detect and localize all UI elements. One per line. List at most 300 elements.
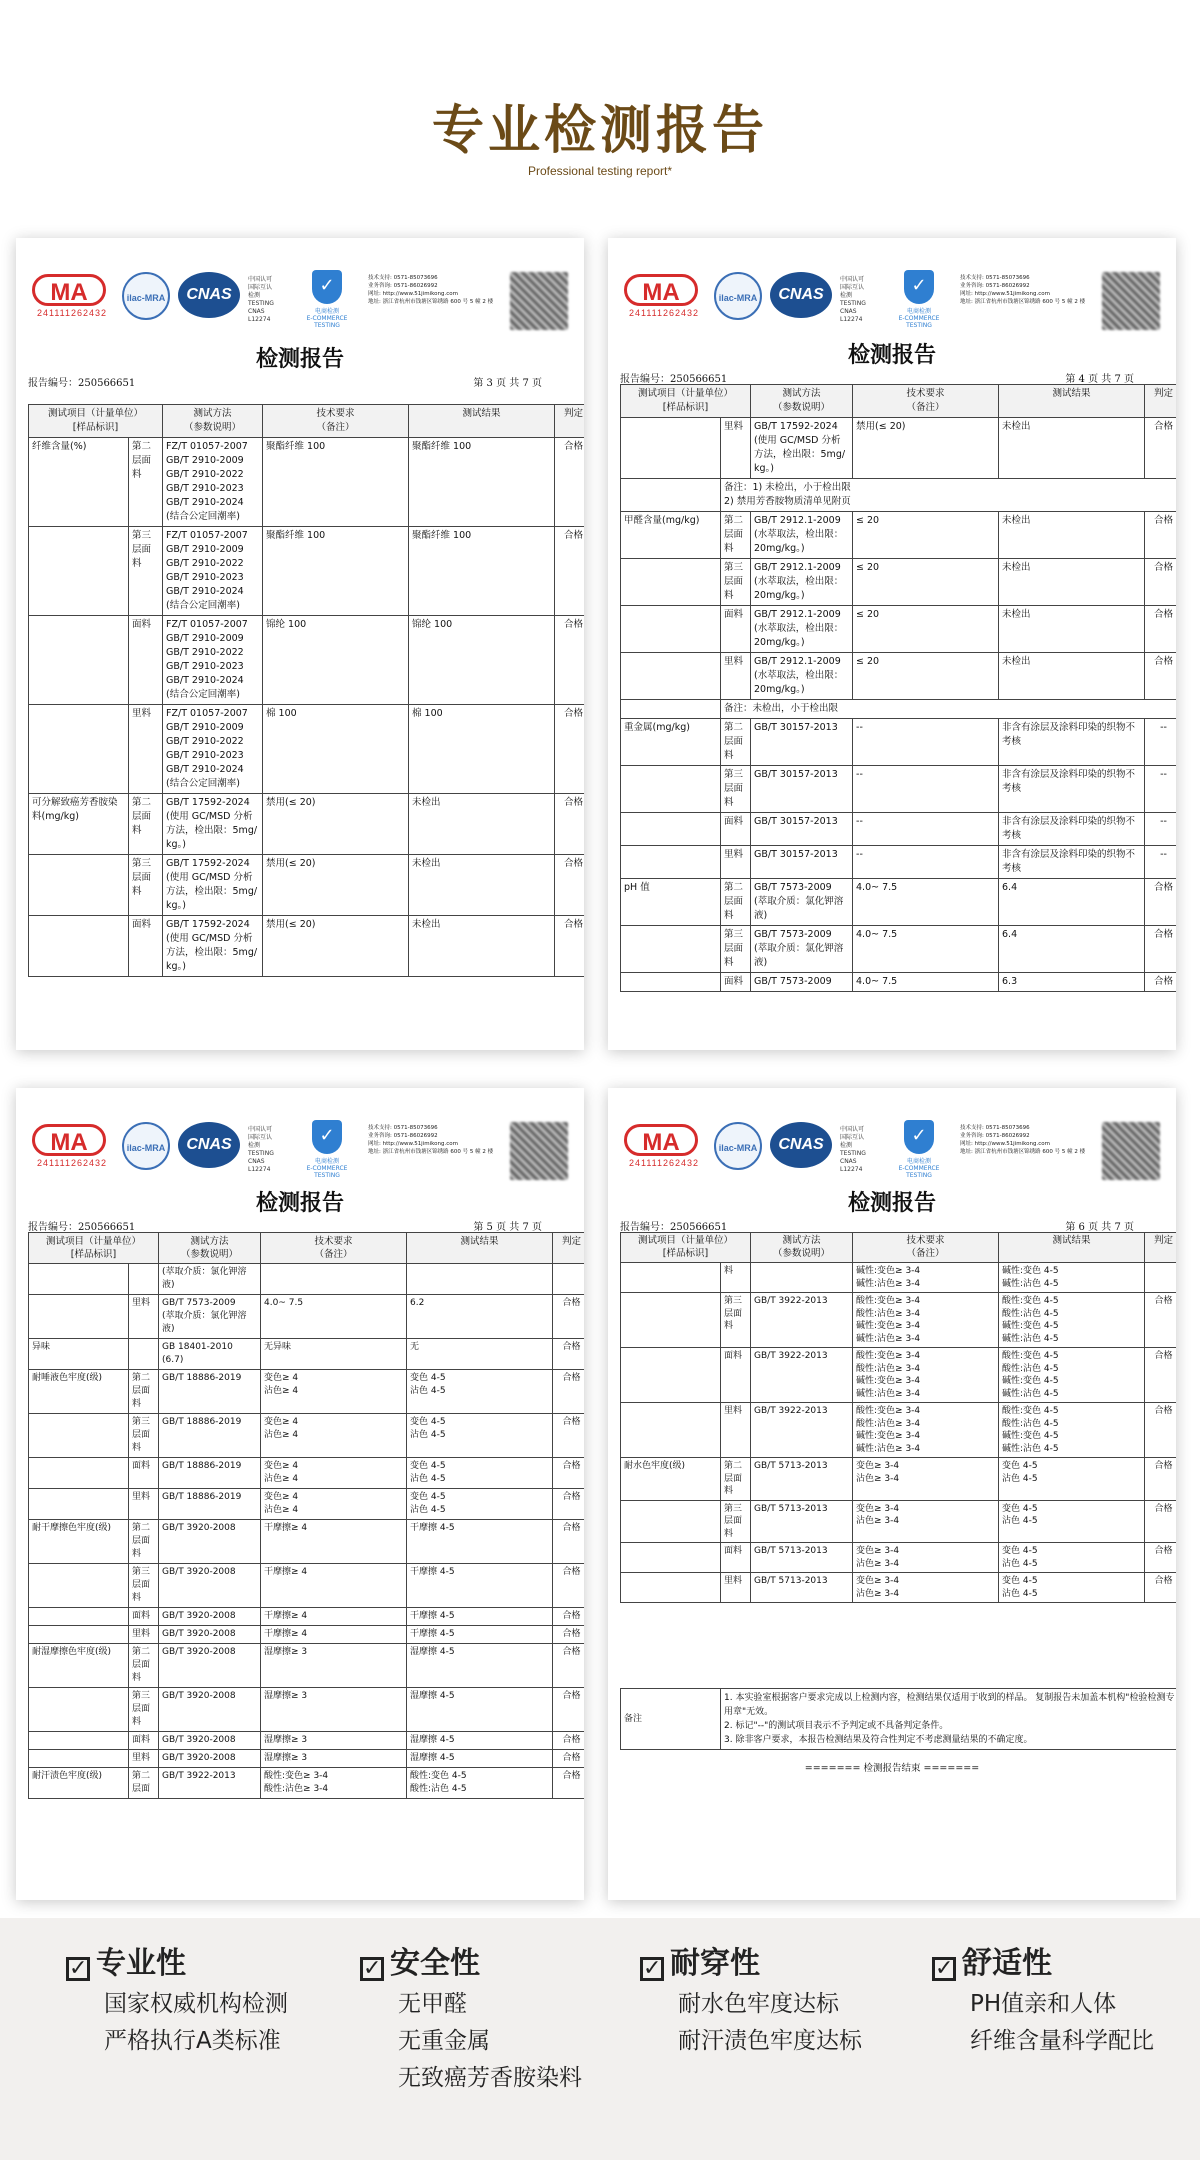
cell-part: 第二层面料	[129, 1370, 159, 1414]
cma-mark: MA	[32, 274, 106, 306]
table-row	[621, 700, 1177, 719]
cell-method: FZ/T 01057-2007 GB/T 2910-2009 GB/T 2910-2022 GB/T 2910-2023 GB/T 2910-2024 (结合公定回潮率)	[163, 705, 263, 794]
cell-requirement: --	[853, 813, 999, 846]
cell-part: 里料	[129, 1295, 159, 1339]
cell-result: 碱性:变色 4-5 碱性:沾色 4-5	[999, 1263, 1145, 1293]
cell-result: 未检出	[409, 916, 555, 977]
ecommerce-testing-logo	[894, 270, 944, 329]
cell-judge: 合格	[553, 1458, 584, 1489]
table-row	[29, 1370, 585, 1414]
notes-table	[620, 1688, 1176, 1750]
table-row	[621, 606, 1177, 653]
cell-judge: 合格	[1145, 1348, 1176, 1403]
cell-part: 面料	[129, 916, 163, 977]
cell-requirement: 干摩擦≥ 4	[261, 1520, 407, 1564]
cell-method: GB/T 5713-2013	[751, 1573, 853, 1603]
cell-method: GB/T 18886-2019	[159, 1414, 261, 1458]
cma-number: 241111262432	[36, 308, 108, 318]
cell-requirement: 湿摩擦≥ 3	[261, 1688, 407, 1732]
checkbox-icon: ✓	[360, 1957, 384, 1981]
cell-result: 6.3	[999, 973, 1145, 992]
cell-judge: 合格	[553, 1608, 584, 1626]
shield-caption: 电商检测 E-COMMERCE TESTING	[898, 308, 940, 329]
cell-judge	[553, 1264, 584, 1295]
cell-requirement: 湿摩擦≥ 3	[261, 1750, 407, 1768]
cell-judge: 合格	[1145, 926, 1176, 973]
cell-note: 备注：未检出，小于检出限	[721, 700, 1177, 719]
result-table	[28, 1232, 584, 1799]
cell-part: 第三层面料	[721, 559, 751, 606]
cell-requirement: 酸性:变色≥ 3-4 酸性:沾色≥ 3-4 碱性:变色≥ 3-4 碱性:沾色≥ 3-4	[853, 1348, 999, 1403]
table-row	[29, 1414, 585, 1458]
cell-requirement: ≤ 20	[853, 653, 999, 700]
cell-result: 非含有涂层及涂料印染的织物不考核	[999, 846, 1145, 879]
cell-result: 非含有涂层及涂料印染的织物不考核	[999, 813, 1145, 846]
table-row	[621, 879, 1177, 926]
report-header	[620, 264, 1164, 334]
cell-part: 里料	[721, 846, 751, 879]
cell-result: 聚酯纤维 100	[409, 527, 555, 616]
page-subtitle: Professional testing report*	[527, 164, 673, 178]
cell-part: 面料	[129, 1458, 159, 1489]
cell-method: GB/T 3920-2008	[159, 1750, 261, 1768]
column-header-judge: 判定	[1145, 385, 1176, 418]
cell-item	[621, 653, 721, 700]
notes-row	[621, 1689, 1177, 1750]
table-row	[621, 1348, 1177, 1403]
cell-method: GB/T 3922-2013	[751, 1348, 853, 1403]
cell-item	[621, 479, 721, 512]
lab-contact: 技术支持: 0571-85073696 业务咨询: 0571-86026992 网址: http://www.51jimikong.com 地址: 浙江省杭州市钱塘区锦绣路 600 号 5 幢 2 楼	[960, 1125, 1086, 1155]
cell-method: GB/T 3922-2013	[751, 1403, 853, 1458]
cell-item	[621, 1573, 721, 1603]
cell-result: 干摩擦 4-5	[407, 1520, 553, 1564]
cell-method: FZ/T 01057-2007 GB/T 2910-2009 GB/T 2910-2022 GB/T 2910-2023 GB/T 2910-2024 (结合公定回潮率)	[163, 527, 263, 616]
cell-item	[29, 1264, 129, 1295]
cell-requirement: 4.0~ 7.5	[853, 879, 999, 926]
column-header-item: 测试项目（计量单位） [样品标识]	[621, 1233, 751, 1263]
cell-part: 第三层面料	[721, 1293, 751, 1348]
cma-logo	[624, 274, 704, 318]
cell-method: FZ/T 01057-2007 GB/T 2910-2009 GB/T 2910-2022 GB/T 2910-2023 GB/T 2910-2024 (结合公定回潮率)	[163, 438, 263, 527]
ilac-mra-logo: ilac-MRA	[122, 1122, 170, 1170]
cell-result: 湿摩擦 4-5	[407, 1750, 553, 1768]
cell-result: 未检出	[999, 653, 1145, 700]
cma-logo	[32, 274, 112, 318]
cell-method: GB/T 7573-2009 (萃取介质：氯化钾溶液)	[751, 879, 853, 926]
cell-part: 第三层面料	[721, 766, 751, 813]
cell-requirement: 湿摩擦≥ 3	[261, 1644, 407, 1688]
cell-judge: 合格	[553, 1295, 584, 1339]
feature-title	[360, 1942, 640, 1986]
cell-item	[621, 1500, 721, 1543]
cell-method: FZ/T 01057-2007 GB/T 2910-2009 GB/T 2910-2022 GB/T 2910-2023 GB/T 2910-2024 (结合公定回潮率)	[163, 616, 263, 705]
ecommerce-testing-logo	[302, 270, 352, 329]
lab-contact: 技术支持: 0571-85073696 业务咨询: 0571-86026992 网址: http://www.51jimikong.com 地址: 浙江省杭州市钱塘区锦绣路 600 号 5 幢 2 楼	[368, 1125, 494, 1155]
cell-method: GB/T 2912.1-2009 (水萃取法，检出限：20mg/kg。)	[751, 606, 853, 653]
cell-item: 可分解致癌芳香胺染料(mg/kg)	[29, 794, 129, 855]
cell-item	[621, 1263, 721, 1293]
cell-requirement: 棉 100	[263, 705, 409, 794]
cma-mark: MA	[32, 1124, 106, 1156]
cell-requirement: 4.0~ 7.5	[853, 973, 999, 992]
table-header-row	[621, 1233, 1177, 1263]
cell-requirement: 变色≥ 4 沾色≥ 4	[261, 1458, 407, 1489]
cell-part: 第二层面料	[721, 719, 751, 766]
cell-part: 第二层面料	[721, 512, 751, 559]
table-row	[29, 1750, 585, 1768]
cell-item: 甲醛含量(mg/kg)	[621, 512, 721, 559]
report-number: 报告编号：250566651	[28, 378, 136, 389]
qr-code	[510, 272, 568, 330]
cell-item	[29, 1688, 129, 1732]
cell-part: 面料	[129, 616, 163, 705]
cell-part: 第二层面料	[129, 1520, 159, 1564]
cell-part: 里料	[721, 653, 751, 700]
cell-requirement: --	[853, 766, 999, 813]
cell-part: 第二层面料	[129, 438, 163, 527]
cell-judge: 合格	[553, 1414, 584, 1458]
cell-judge: 合格	[1145, 879, 1176, 926]
feature-title	[640, 1942, 920, 1986]
feature-title-text: 安全性	[390, 1946, 480, 1981]
cell-result: 6.2	[407, 1295, 553, 1339]
cell-judge: 合格	[553, 1732, 584, 1750]
cell-item	[29, 1608, 129, 1626]
cell-result: 湿摩擦 4-5	[407, 1644, 553, 1688]
cell-item: 异味	[29, 1339, 129, 1370]
cell-part: 第二层面料	[721, 1458, 751, 1501]
qr-code	[510, 1122, 568, 1180]
cell-judge: 合格	[553, 1339, 584, 1370]
cnas-logo: CNAS	[178, 272, 240, 318]
ilac-mra-logo: ilac-MRA	[714, 272, 762, 320]
cell-item: 耐湿摩擦色牢度(级)	[29, 1644, 129, 1688]
table-row	[29, 1768, 585, 1799]
cell-judge: 合格	[1145, 1500, 1176, 1543]
cell-item	[621, 418, 721, 479]
table-row	[29, 1339, 585, 1370]
column-header-item: 测试项目（计量单位） [样品标识]	[621, 385, 751, 418]
cell-judge: 合格	[555, 438, 584, 527]
cell-requirement: 聚酯纤维 100	[263, 438, 409, 527]
table-row	[29, 705, 585, 794]
column-header-req: 技术要求 （备注）	[853, 385, 999, 418]
cell-judge: 合格	[553, 1626, 584, 1644]
notes-text: 1. 本实验室根据客户要求完成以上检测内容，检测结果仅适用于收到的样品。 复制报告未加盖本机构"检验检测专用章"无效。 2. 标记"--"的测试项目表示不予判定或不具备判定条件。 3. 除非客户要求，本报告检测结果及符合性判定不考虑测量结果的不确定度。	[721, 1689, 1177, 1750]
cell-judge: 合格	[555, 855, 584, 916]
cell-result: 6.4	[999, 926, 1145, 973]
cell-part: 里料	[721, 418, 751, 479]
cell-method: GB/T 18886-2019	[159, 1370, 261, 1414]
cell-method: GB/T 30157-2013	[751, 846, 853, 879]
column-header-judge: 判定	[553, 1233, 584, 1264]
cell-part: 里料	[129, 705, 163, 794]
cma-logo	[32, 1124, 112, 1168]
table-row	[621, 1293, 1177, 1348]
qr-code	[1102, 1122, 1160, 1180]
cell-item	[29, 1626, 129, 1644]
shield-check-icon: ✓	[904, 270, 934, 304]
cnas-caption: 中国认可 国际互认 检测 TESTING CNAS L12274	[248, 1126, 274, 1173]
table-row	[621, 766, 1177, 813]
shield-check-icon: ✓	[312, 1120, 342, 1154]
report-title: 检测报告	[847, 1190, 936, 1216]
cell-judge: 合格	[553, 1370, 584, 1414]
cell-method: GB/T 3922-2013	[159, 1768, 261, 1799]
report-number: 报告编号：250566651	[28, 1222, 136, 1233]
cnas-logo: CNAS	[770, 1122, 832, 1168]
table-row	[621, 846, 1177, 879]
table-row	[621, 512, 1177, 559]
cell-method: GB/T 5713-2013	[751, 1458, 853, 1501]
table-row	[621, 418, 1177, 479]
table-row	[621, 653, 1177, 700]
feature-line: 耐汗渍色牢度达标	[678, 2028, 862, 2054]
feature-professional	[66, 1942, 346, 2060]
cell-judge: 合格	[553, 1688, 584, 1732]
ilac-mra-logo: ilac-MRA	[714, 1122, 762, 1170]
result-table	[620, 1232, 1176, 1603]
report-title: 检测报告	[255, 346, 344, 372]
cell-result	[407, 1264, 553, 1295]
feature-title-text: 专业性	[96, 1946, 186, 1981]
cell-part: 第三层面料	[129, 1564, 159, 1608]
feature-line: PH值亲和人体	[970, 1991, 1117, 2017]
cell-method: GB/T 2912.1-2009 (水萃取法，检出限：20mg/kg。)	[751, 512, 853, 559]
cell-judge: 合格	[1145, 1293, 1176, 1348]
column-header-result: 测试结果	[999, 1233, 1145, 1263]
cell-result: 变色 4-5 沾色 4-5	[407, 1458, 553, 1489]
cell-part: 面料	[721, 1348, 751, 1403]
cell-method: GB/T 7573-2009 (萃取介质：氯化钾溶液)	[159, 1295, 261, 1339]
cell-note: 备注：1) 未检出，小于检出限 2) 禁用芳香胺物质清单见附页	[721, 479, 1177, 512]
cell-method: GB/T 3920-2008	[159, 1644, 261, 1688]
cell-part: 料	[721, 1263, 751, 1293]
cell-result: 变色 4-5 沾色 4-5	[999, 1543, 1145, 1573]
cell-method: GB 18401-2010 (6.7)	[159, 1339, 261, 1370]
table-row	[29, 1564, 585, 1608]
cell-part: 里料	[129, 1750, 159, 1768]
cell-requirement: ≤ 20	[853, 606, 999, 653]
cell-judge: 合格	[555, 705, 584, 794]
cell-result: 未检出	[999, 606, 1145, 653]
cell-part: 第三层面料	[129, 1414, 159, 1458]
cell-judge: --	[1145, 813, 1176, 846]
column-header-method: 测试方法 （参数说明）	[159, 1233, 261, 1264]
report-title: 检测报告	[847, 342, 936, 368]
cell-judge: 合格	[555, 616, 584, 705]
cell-judge: 合格	[1145, 512, 1176, 559]
column-header-judge: 判定	[1145, 1233, 1176, 1263]
cell-item	[621, 766, 721, 813]
table-row	[29, 1626, 585, 1644]
table-row	[29, 1688, 585, 1732]
cell-judge: 合格	[553, 1768, 584, 1799]
cell-requirement: 干摩擦≥ 4	[261, 1626, 407, 1644]
page-indicator: 第 5 页 共 7 页	[473, 1222, 542, 1233]
shield-check-icon: ✓	[904, 1120, 934, 1154]
cell-judge: 合格	[555, 916, 584, 977]
column-header-judge: 判定	[555, 405, 584, 438]
report-meta	[28, 374, 572, 389]
cma-logo	[624, 1124, 704, 1168]
cell-requirement: 变色≥ 4 沾色≥ 4	[261, 1414, 407, 1458]
ilac-mra-logo: ilac-MRA	[122, 272, 170, 320]
cell-result: 未检出	[409, 794, 555, 855]
column-header-result: 测试结果	[407, 1233, 553, 1264]
cell-method: GB/T 3920-2008	[159, 1520, 261, 1564]
lab-contact: 技术支持: 0571-85073696 业务咨询: 0571-86026992 网址: http://www.51jimikong.com 地址: 浙江省杭州市钱塘区锦绣路 600 号 5 幢 2 楼	[960, 275, 1086, 305]
feature-durability	[640, 1942, 920, 2060]
table-row	[621, 1573, 1177, 1603]
column-header-result: 测试结果	[409, 405, 555, 438]
cell-part: 第三层面料	[129, 1688, 159, 1732]
cell-part: 面料	[129, 1732, 159, 1750]
cell-requirement: 锦纶 100	[263, 616, 409, 705]
cma-mark: MA	[624, 1124, 698, 1156]
cell-judge: 合格	[1145, 606, 1176, 653]
cell-result: 非含有涂层及涂料印染的织物不考核	[999, 719, 1145, 766]
report-page-5	[16, 1088, 584, 1900]
table-row	[621, 813, 1177, 846]
cell-requirement: 4.0~ 7.5	[853, 926, 999, 973]
table-row	[29, 438, 585, 527]
cell-judge: 合格	[553, 1644, 584, 1688]
cell-judge	[1145, 1263, 1176, 1293]
cell-method: GB/T 3920-2008	[159, 1626, 261, 1644]
table-row	[29, 916, 585, 977]
cell-requirement: --	[853, 719, 999, 766]
cell-judge: 合格	[553, 1520, 584, 1564]
cell-judge: 合格	[1145, 418, 1176, 479]
cnas-caption: 中国认可 国际互认 检测 TESTING CNAS L12274	[248, 276, 274, 323]
cell-item	[29, 916, 129, 977]
qr-code	[1102, 272, 1160, 330]
cell-item: 耐唾液色牢度(级)	[29, 1370, 129, 1414]
cell-part: 第二层面料	[129, 794, 163, 855]
cell-result: 酸性:变色 4-5 酸性:沾色 4-5	[407, 1768, 553, 1799]
cell-item	[621, 846, 721, 879]
cell-result: 变色 4-5 沾色 4-5	[999, 1573, 1145, 1603]
table-header-row	[29, 1233, 585, 1264]
feature-line: 无重金属	[398, 2028, 490, 2054]
cell-result: 变色 4-5 沾色 4-5	[407, 1489, 553, 1520]
feature-line: 严格执行A类标准	[104, 2028, 281, 2054]
cell-judge: --	[1145, 846, 1176, 879]
cell-method: GB/T 5713-2013	[751, 1543, 853, 1573]
cell-requirement: 禁用(≤ 20)	[263, 855, 409, 916]
cell-result: 酸性:变色 4-5 酸性:沾色 4-5 碱性:变色 4-5 碱性:沾色 4-5	[999, 1293, 1145, 1348]
cell-result: 湿摩擦 4-5	[407, 1732, 553, 1750]
report-page-4	[608, 238, 1176, 1050]
cell-requirement: 变色≥ 4 沾色≥ 4	[261, 1370, 407, 1414]
cell-method: GB/T 5713-2013	[751, 1500, 853, 1543]
ecommerce-testing-logo	[302, 1120, 352, 1179]
cell-result: 未检出	[999, 418, 1145, 479]
cell-part: 第三层面料	[129, 855, 163, 916]
cell-result: 变色 4-5 沾色 4-5	[407, 1414, 553, 1458]
feature-line: 无致癌芳香胺染料	[398, 2065, 582, 2091]
cell-method: GB/T 3920-2008	[159, 1732, 261, 1750]
cell-part	[129, 1264, 159, 1295]
cell-judge: 合格	[1145, 1403, 1176, 1458]
table-row	[29, 794, 585, 855]
cell-method: GB/T 30157-2013	[751, 719, 853, 766]
lab-contact: 技术支持: 0571-85073696 业务咨询: 0571-86026992 网址: http://www.51jimikong.com 地址: 浙江省杭州市钱塘区锦绣路 600 号 5 幢 2 楼	[368, 275, 494, 305]
cell-item	[29, 1750, 129, 1768]
shield-caption: 电商检测 E-COMMERCE TESTING	[306, 1158, 348, 1179]
cell-method: GB/T 3920-2008	[159, 1688, 261, 1732]
cell-method: GB/T 17592-2024 (使用 GC/MSD 分析方法，检出限：5mg/kg。)	[163, 794, 263, 855]
table-row	[621, 1403, 1177, 1458]
cma-number: 241111262432	[628, 1158, 700, 1168]
cell-requirement: 4.0~ 7.5	[261, 1295, 407, 1339]
cell-result: 棉 100	[409, 705, 555, 794]
cell-judge: 合格	[555, 794, 584, 855]
cell-part: 第三层面料	[721, 926, 751, 973]
cma-mark: MA	[624, 274, 698, 306]
column-header-result: 测试结果	[999, 385, 1145, 418]
cell-requirement: 湿摩擦≥ 3	[261, 1732, 407, 1750]
column-header-req: 技术要求 （备注）	[263, 405, 409, 438]
table-row	[29, 616, 585, 705]
feature-title	[932, 1942, 1200, 1986]
cell-requirement: 禁用(≤ 20)	[263, 794, 409, 855]
cell-requirement: 禁用(≤ 20)	[853, 418, 999, 479]
cell-part: 面料	[129, 1608, 159, 1626]
cell-requirement: 变色≥ 3-4 沾色≥ 3-4	[853, 1543, 999, 1573]
page-title: 专业检测报告	[431, 101, 768, 161]
cell-method: GB/T 17592-2024 (使用 GC/MSD 分析方法，检出限：5mg/kg。)	[751, 418, 853, 479]
checkbox-icon: ✓	[932, 1957, 956, 1981]
cell-method: GB/T 2912.1-2009 (水萃取法，检出限：20mg/kg。)	[751, 559, 853, 606]
cell-judge: 合格	[553, 1564, 584, 1608]
cell-item: 耐水色牢度(级)	[621, 1458, 721, 1501]
feature-line: 国家权威机构检测	[104, 1991, 288, 2017]
page-indicator: 第 3 页 共 7 页	[473, 378, 542, 389]
cell-method: (萃取介质：氯化钾溶液)	[159, 1264, 261, 1295]
cell-part: 面料	[721, 973, 751, 992]
cell-part: 面料	[721, 813, 751, 846]
cell-method: GB/T 30157-2013	[751, 766, 853, 813]
table-header-row	[29, 405, 585, 438]
feature-line: 纤维含量科学配比	[970, 2028, 1154, 2054]
report-header	[28, 264, 572, 334]
cell-requirement: 碱性:变色≥ 3-4 碱性:沾色≥ 3-4	[853, 1263, 999, 1293]
cell-result: 干摩擦 4-5	[407, 1608, 553, 1626]
cell-judge: 合格	[1145, 653, 1176, 700]
cell-requirement: 禁用(≤ 20)	[263, 916, 409, 977]
cell-item	[29, 855, 129, 916]
cell-requirement: 酸性:变色≥ 3-4 酸性:沾色≥ 3-4	[261, 1768, 407, 1799]
cell-result: 变色 4-5 沾色 4-5	[999, 1500, 1145, 1543]
table-row	[29, 1608, 585, 1626]
cell-judge: 合格	[1145, 559, 1176, 606]
cell-result: 变色 4-5 沾色 4-5	[999, 1458, 1145, 1501]
feature-comfort	[932, 1942, 1200, 2060]
cell-item	[29, 1489, 129, 1520]
cell-item: 纤维含量(%)	[29, 438, 129, 527]
cma-number: 241111262432	[628, 308, 700, 318]
cell-item	[29, 616, 129, 705]
cell-item	[621, 606, 721, 653]
cell-item	[621, 926, 721, 973]
table-row	[29, 1732, 585, 1750]
shield-caption: 电商检测 E-COMMERCE TESTING	[898, 1158, 940, 1179]
cell-item	[29, 1732, 129, 1750]
table-row	[621, 1263, 1177, 1293]
